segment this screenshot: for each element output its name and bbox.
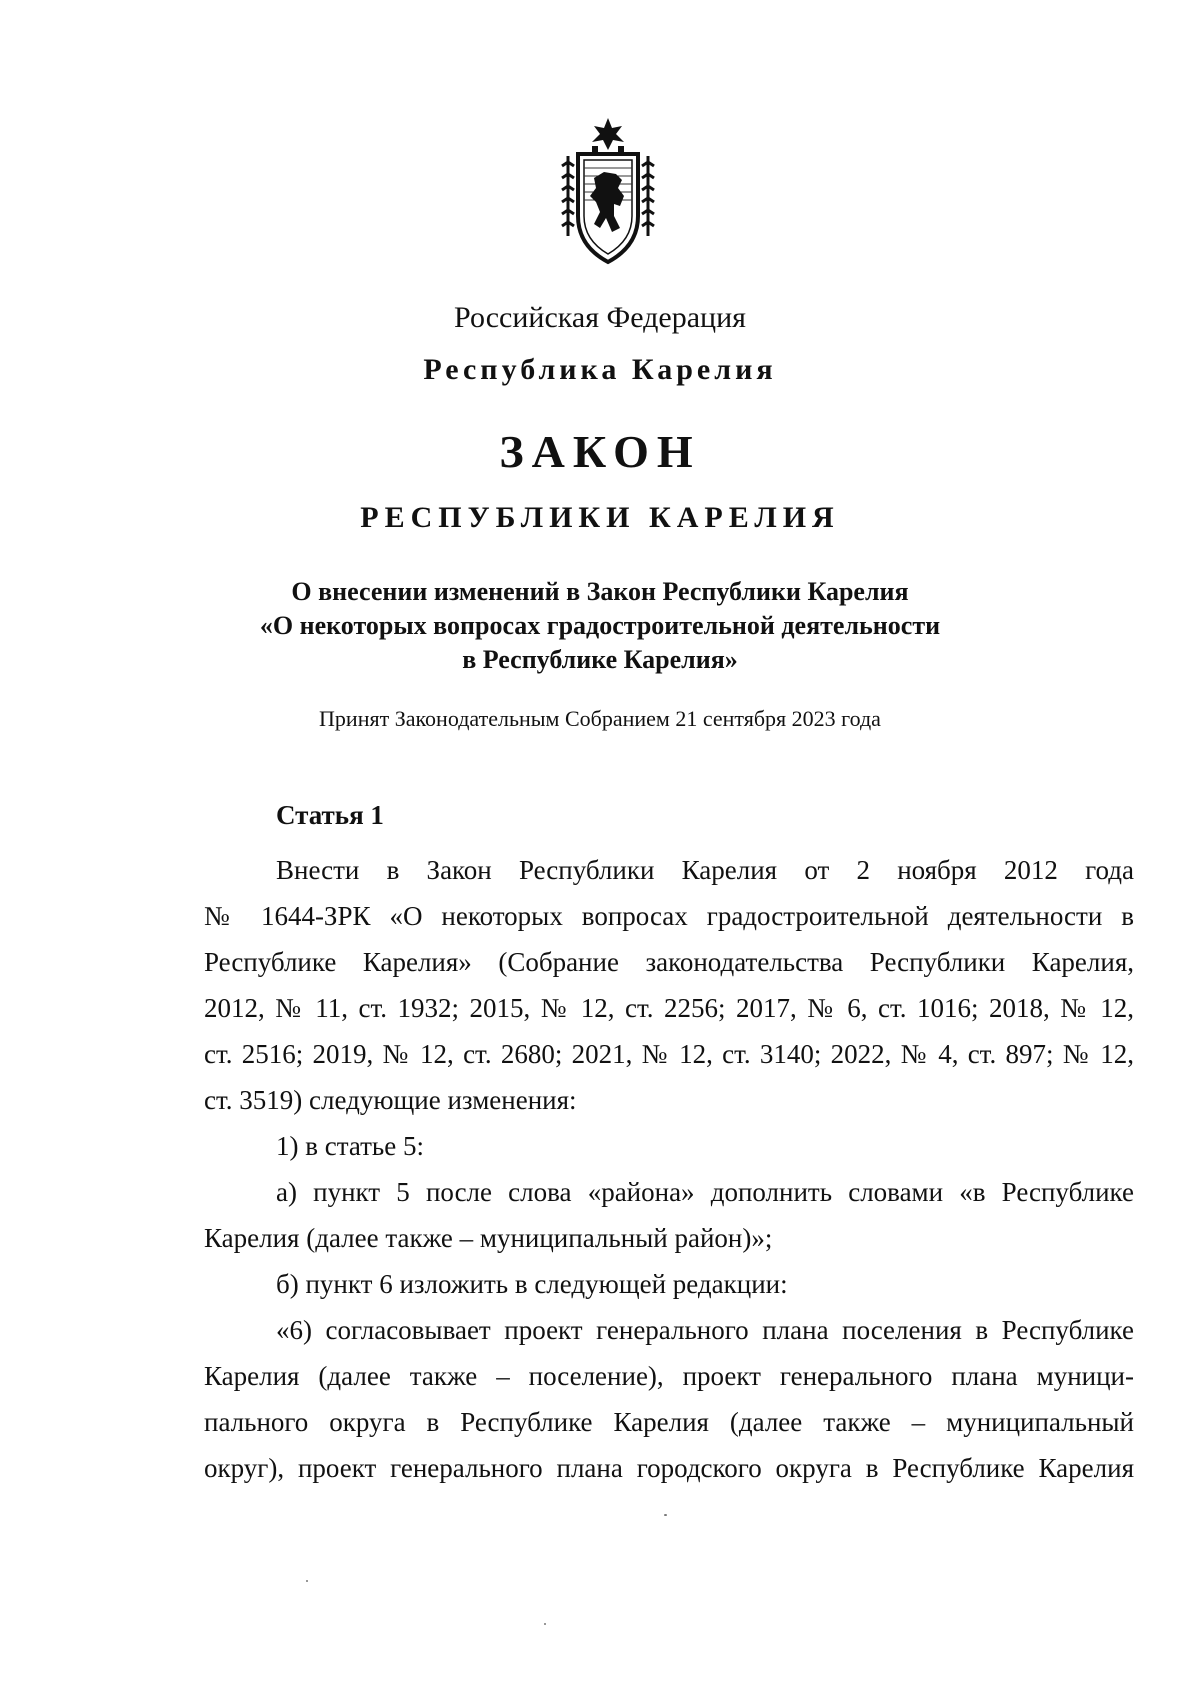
paragraph-line: округ), проект генерального плана городского округа в Республике Карелия xyxy=(204,1453,1134,1483)
law-name-line: «О некоторых вопросах градостроительной деятельности xyxy=(259,611,941,640)
paragraph-line: пального округа в Республике Карелия (далее также – муниципальный xyxy=(204,1407,1134,1437)
adoption-note: Принят Законодательным Собранием 21 сентября 2023 года xyxy=(319,706,881,731)
paragraph-line: Внести в Закон Республики Карелия от 2 ноября 2012 года xyxy=(276,855,1134,885)
scan-speck xyxy=(664,1514,667,1516)
law-name-line: О внесении изменений в Закон Республики Карелия xyxy=(291,577,909,606)
law-name xyxy=(0,575,1200,677)
paragraph-line: Карелия (далее также – поселение), проект генерального плана муници- xyxy=(204,1361,1134,1391)
law-subtitle: РЕСПУБЛИКИ КАРЕЛИЯ xyxy=(360,501,840,534)
paragraph-line: 1) в статье 5: xyxy=(276,1131,424,1161)
republic-title: Республика Карелия xyxy=(423,353,777,386)
scan-speck xyxy=(544,1623,546,1625)
law-title: ЗАКОН xyxy=(499,426,701,477)
paragraph-line: ст. 3519) следующие изменения: xyxy=(204,1085,577,1115)
paragraph-line: б) пункт 6 изложить в следующей редакции: xyxy=(276,1269,788,1299)
scan-speck xyxy=(306,1580,308,1582)
federation-title: Российская Федерация xyxy=(454,301,746,334)
paragraph-line: Карелия (далее также – муниципальный район)»; xyxy=(204,1223,773,1253)
paragraph-line: Республике Карелия» (Собрание законодательства Республики Карелия, xyxy=(204,947,1134,977)
law-name-line: в Республике Карелия» xyxy=(462,645,738,674)
paragraph-line: ст. 2516; 2019, № 12, ст. 2680; 2021, № 12, ст. 3140; 2022, № 4, ст. 897; № 12, xyxy=(204,1039,1134,1069)
paragraph-line: № 1644-ЗРК «О некоторых вопросах градостроительной деятельности в xyxy=(204,901,1134,931)
paragraph-line: 2012, № 11, ст. 1932; 2015, № 12, ст. 2256; 2017, № 6, ст. 1016; 2018, № 12, xyxy=(204,993,1134,1023)
paragraph-line: а) пункт 5 после слова «района» дополнить словами «в Республике xyxy=(276,1177,1134,1207)
coat-of-arms-icon xyxy=(558,116,658,266)
paragraph-line: «6) согласовывает проект генерального плана поселения в Республике xyxy=(276,1315,1134,1345)
article-heading: Статья 1 xyxy=(276,800,384,830)
star-shape xyxy=(592,118,624,150)
